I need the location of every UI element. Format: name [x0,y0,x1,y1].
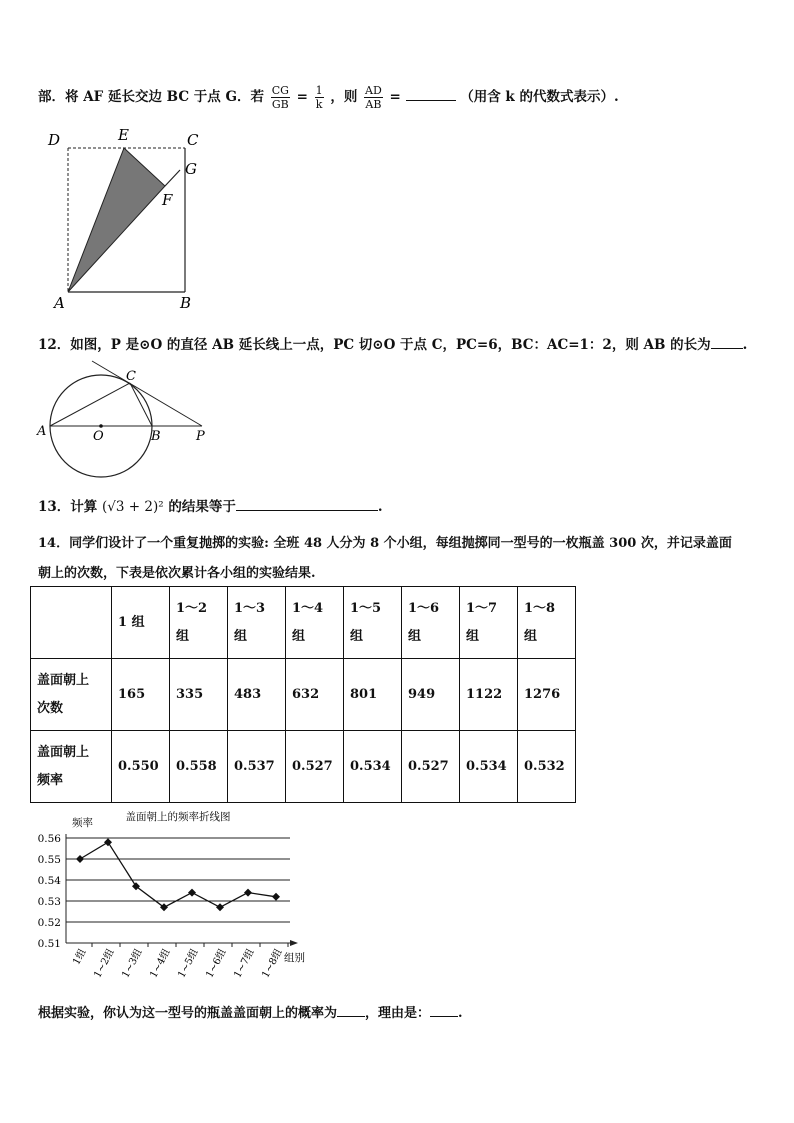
fraction-1-k: $\frac{1}{k}$ [315,84,323,111]
chart-title: 盖面朝上的频率折线图 [125,811,231,823]
data-point [216,903,224,911]
answer-blank-11 [406,100,456,101]
table-cell: 165 [112,659,170,731]
data-point [188,889,196,897]
y-tick-label: 0.54 [37,875,61,887]
label-d: D [48,131,61,149]
question-14-line2: 朝上的次数，下表是依次累计各小组的实验结果. [38,566,316,581]
table-header-cell: 1～4 组 [286,587,344,659]
table-cell: 335 [170,659,228,731]
series-line [80,842,276,907]
y-axis-label: 频率 [72,817,93,829]
answer-blank-reason [430,1016,458,1017]
table-header-cell: 1～7 组 [460,587,518,659]
table-cell: 949 [402,659,460,731]
y-tick-label: 0.55 [37,854,61,866]
label-g: G [185,160,197,178]
question-13-text: 13．计算 (√3 + 2)² 的结果等于 . [38,499,383,515]
table-header-cell: 1～2 组 [170,587,228,659]
table-cell: 632 [286,659,344,731]
x-tick-label: 1~7组 [232,947,257,980]
table-header-cell: 1～6 组 [402,587,460,659]
table-cell: 0.537 [228,731,286,803]
x-axis-arrow [290,940,298,946]
table-row-counts [31,659,576,731]
table-header-cell: 1～3 组 [228,587,286,659]
x-tick-label: 1~3组 [120,947,145,980]
q11-text-c: （用含 k 的代数式表示）. [460,89,619,105]
label-c: C [126,369,136,384]
x-tick-label: 1~2组 [92,947,117,980]
table-cell: 483 [228,659,286,731]
shaded-triangle [68,148,165,292]
answer-blank-12 [711,348,743,349]
y-tick-label: 0.51 [37,938,61,950]
question-14-answer: 根据实验，你认为这一型号的瓶盖盖面朝上的概率为 ，理由是： . [38,1006,463,1021]
data-point [104,838,112,846]
question-11-text: 部．将 AF 延长交边 BC 于点 G．若 $\frac{CG}{GB}$ = $\frac{1}{k}$ ，则 $\frac{AD}{AB}$ = （用含 k 的代数式表示）. [38,84,619,111]
y-tick-label: 0.56 [37,833,61,845]
question-12-text: 12．如图，P 是⊙O 的直径 AB 延长线上一点，PC 切⊙O 于点 C，PC=6，BC：AC=1：2，则 AB 的长为 . [38,337,748,353]
math-expression: (√3 + 2)² [102,499,164,515]
row-label-counts: 盖面朝上 次数 [31,659,112,731]
table-cell: 0.534 [460,731,518,803]
x-axis-label: 组别 [284,952,305,964]
label-f: F [162,191,173,209]
results-table [30,586,576,803]
table-cell: 0.558 [170,731,228,803]
square-figure [40,122,220,314]
y-tick-label: 0.52 [37,917,61,929]
label-b: B [151,429,161,444]
table-corner-cell [31,587,112,659]
table-cell: 0.534 [344,731,402,803]
question-14-line1: 14．同学们设计了一个重复抛掷的实验: 全班 48 人分为 8 个小组，每组抛掷同一型号的一枚瓶盖 300 次，并记录盖面 [38,536,732,551]
table-cell: 1122 [460,659,518,731]
table-cell: 801 [344,659,402,731]
fraction-cg-gb: $\frac{CG}{GB}$ [271,84,289,111]
y-tick-label: 0.53 [37,896,61,908]
row-label-frequency: 盖面朝上 频率 [31,731,112,803]
table-cell: 0.527 [402,731,460,803]
x-tick-label: 1~5组 [176,947,201,980]
label-e: E [118,126,129,144]
table-cell: 0.532 [518,731,576,803]
x-tick-label: 1~8组 [260,947,285,980]
data-point [244,889,252,897]
label-a: A [54,294,65,312]
answer-blank-13 [236,510,378,511]
label-a: A [37,424,47,439]
table-header-cell: 1～5 组 [344,587,402,659]
label-p: P [196,429,205,444]
label-o: O [93,429,104,444]
data-point [272,893,280,901]
table-header-cell: 1 组 [112,587,170,659]
q11-text-a: 部．将 AF 延长交边 BC 于点 G．若 [38,89,264,105]
label-c: C [187,131,199,149]
x-tick-label: 1~4组 [148,947,173,980]
table-cell: 0.550 [112,731,170,803]
table-header-cell: 1～8 组 [518,587,576,659]
frequency-line-chart [28,806,328,986]
data-point [76,855,84,863]
table-cell: 1276 [518,659,576,731]
x-tick-label: 1组 [71,947,89,967]
answer-blank-probability [337,1016,365,1017]
table-row-frequency [31,731,576,803]
table-header-row [31,587,576,659]
q11-text-b: ，则 [330,89,358,105]
fraction-ad-ab: $\frac{AD}{AB}$ [365,84,382,111]
circle-figure [34,355,214,483]
label-b: B [180,294,192,312]
x-tick-label: 1~6组 [204,947,229,980]
table-cell: 0.527 [286,731,344,803]
